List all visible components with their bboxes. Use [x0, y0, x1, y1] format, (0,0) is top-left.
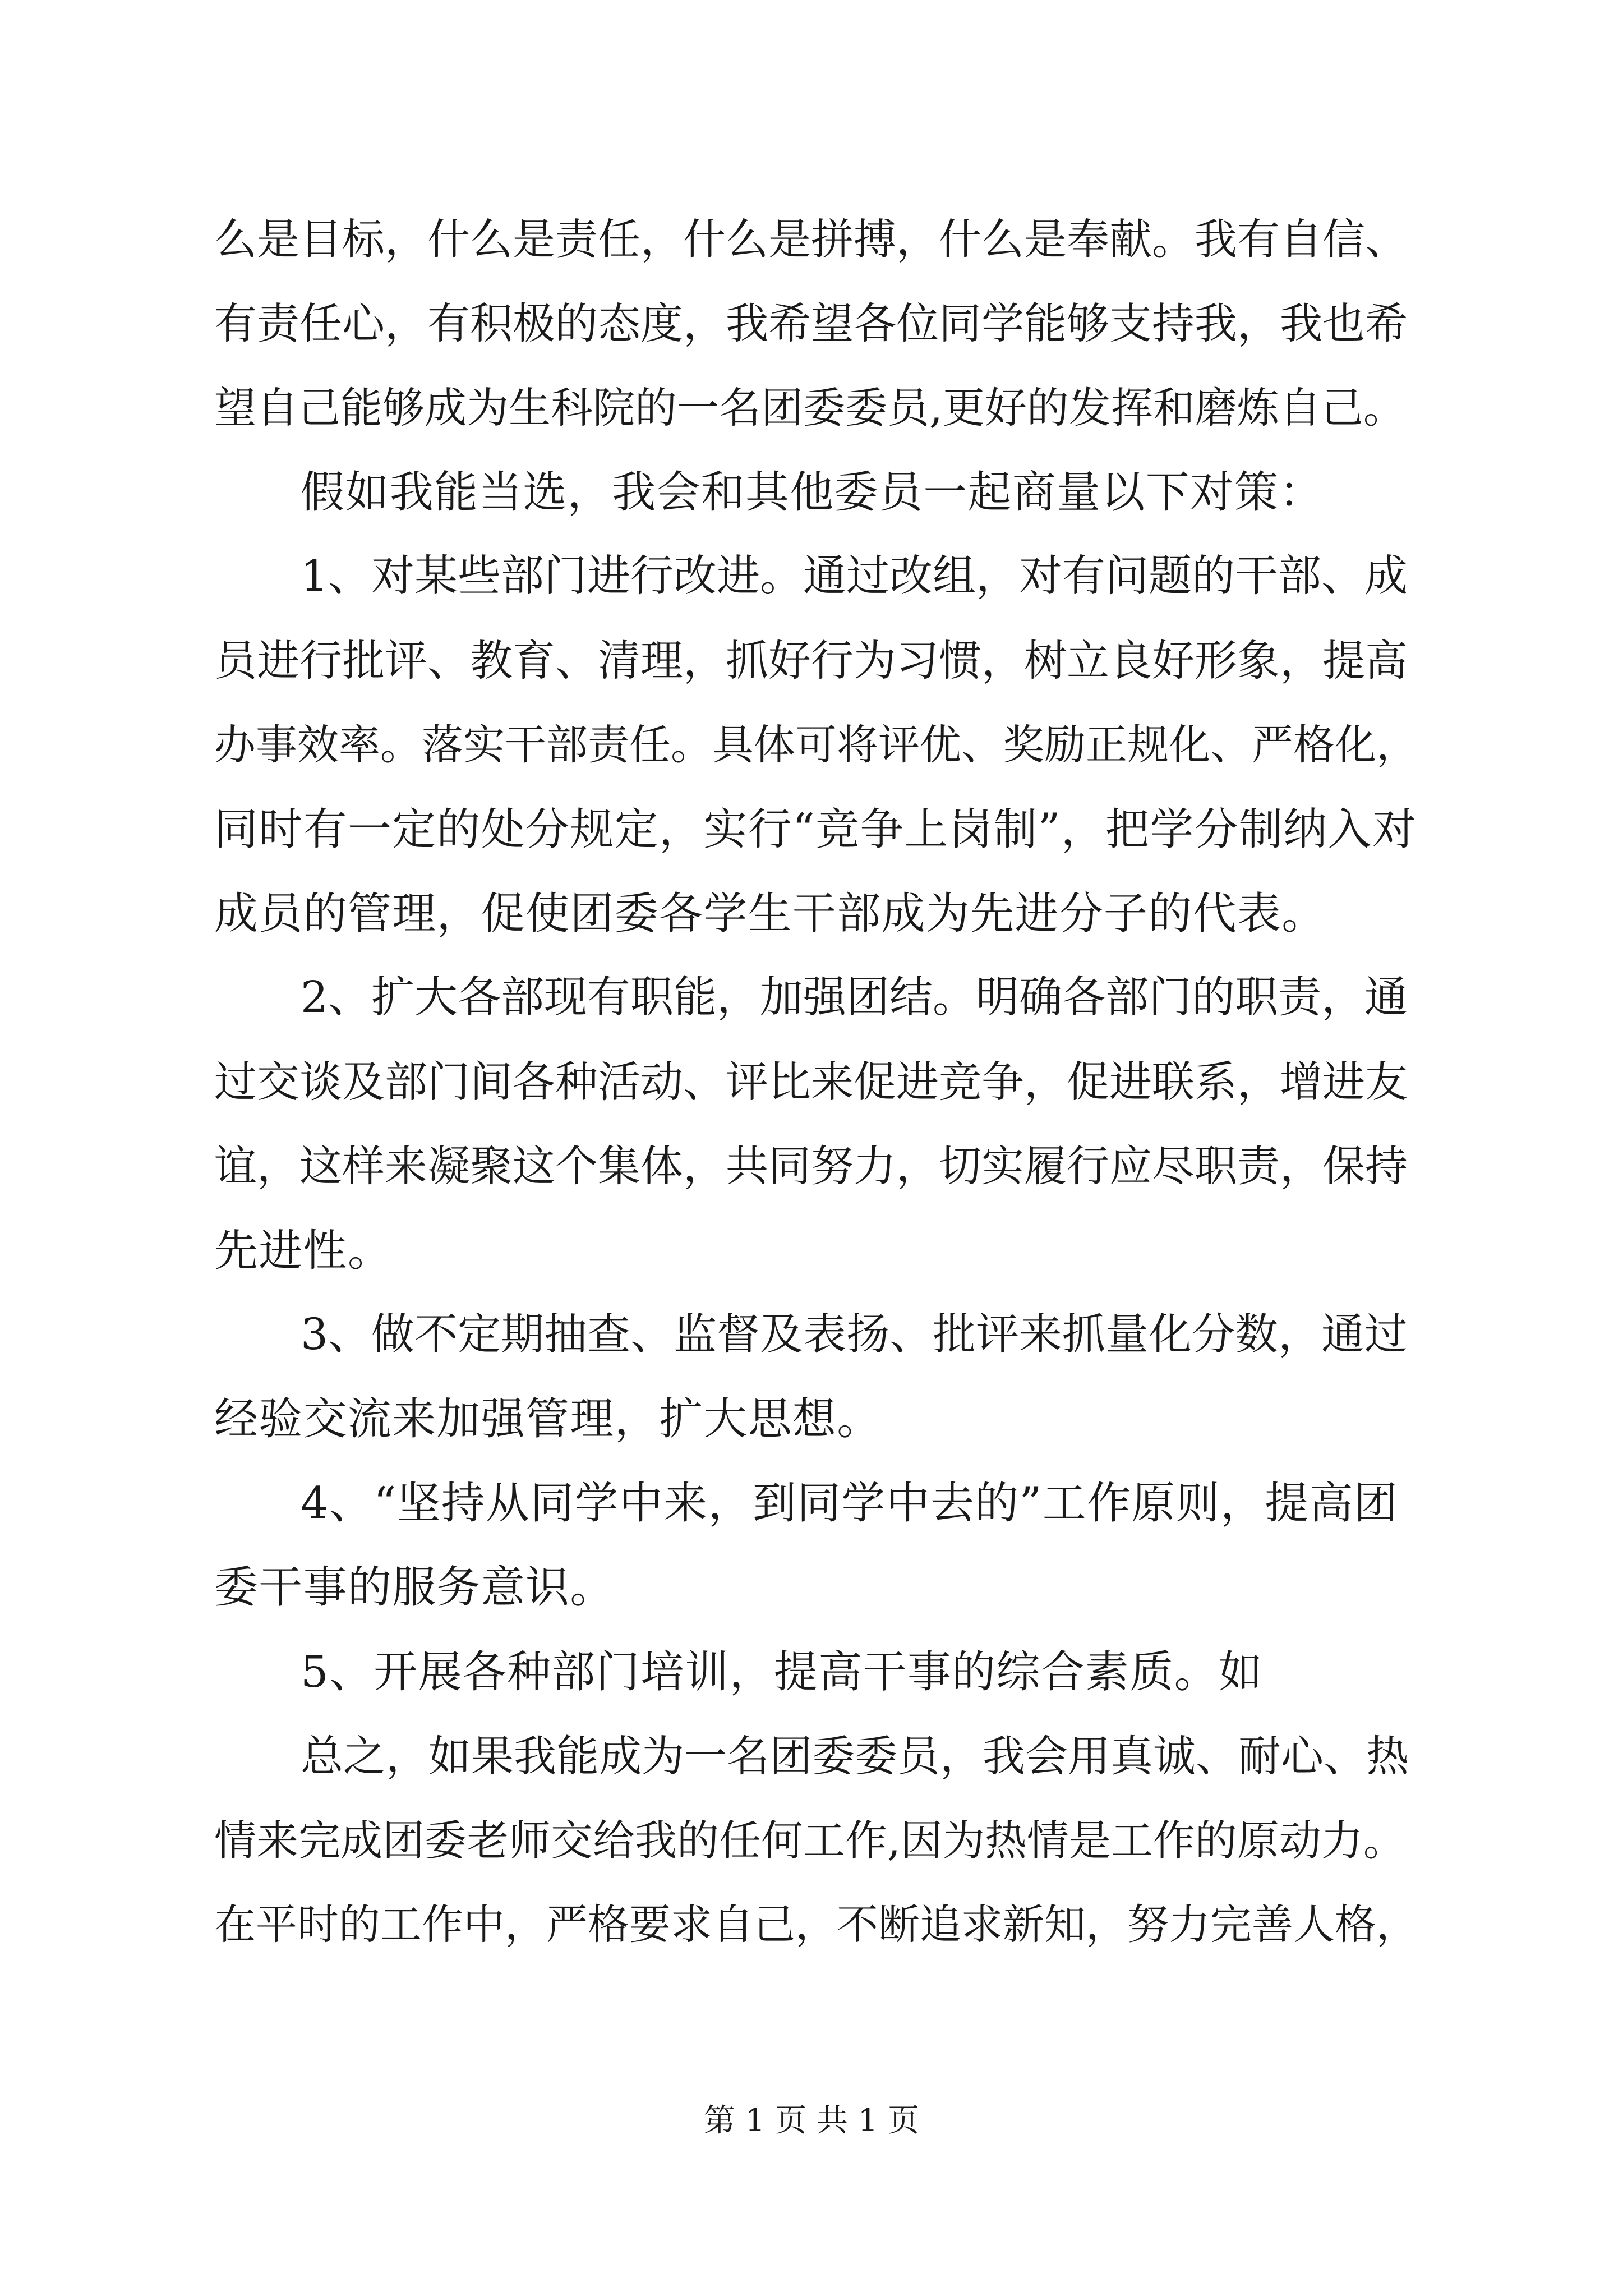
list-item-2-start: 2、扩大各部现有职能，加强团结。明确各部门的职责，通 [301, 973, 1408, 1023]
paragraph-start-line: 假如我能当选，我会和其他委员一起商量以下对策： [301, 467, 1324, 518]
text-line: 么是目标，什么是责任，什么是拼搏，什么是奉献。我有自信、 [214, 214, 1408, 264]
text-line: 同时有一定的处分规定，实行“竞争上岗制”，把学分制纳入对 [214, 804, 1417, 855]
text-line: 员进行批评、教育、清理，抓好行为习惯，树立良好形象，提高 [214, 636, 1408, 685]
list-item-3-start: 3、做不定期抽查、监督及表扬、批评来抓量化分数，通过 [301, 1310, 1408, 1360]
paragraph-start-line: 总之，如果我能成为一名团委委员，我会用真诚、耐心、热 [301, 1731, 1409, 1781]
text-line: 在平时的工作中，严格要求自己，不断追求新知，努力完善人格， [214, 1901, 1418, 1949]
text-line: 情来完成团委老师交给我的任何工作,因为热情是工作的原动力。 [214, 1816, 1405, 1865]
text-line: 委干事的服务意识。 [214, 1562, 615, 1613]
text-line: 办事效率。落实干部责任。具体可将评优、奖励正规化、严格化， [214, 721, 1418, 769]
text-line: 过交谈及部门间各种活动、评比来促进竞争，促进联系，增进友 [214, 1057, 1408, 1107]
page-footer: 第 1 页 共 1 页 [703, 2102, 920, 2139]
text-line: 谊，这样来凝聚这个集体，共同努力，切实履行应尽职责，保持 [214, 1141, 1408, 1191]
list-item-4-start: 4、“坚持从同学中来，到同学中去的”工作原则，提高团 [301, 1478, 1399, 1529]
list-item-1-start: 1、对某些部门进行改进。通过改组，对有问题的干部、成 [301, 551, 1408, 601]
text-line: 成员的管理，促使团委各学生干部成为先进分子的代表。 [214, 889, 1326, 939]
text-line: 先进性。 [214, 1226, 393, 1276]
text-line: 有责任心，有积极的态度，我希望各位同学能够支持我，我也希 [214, 298, 1408, 348]
text-line: 望自己能够成为生科院的一名团委委员,更好的发挥和磨炼自己。 [214, 383, 1405, 432]
list-item-5-start: 5、开展各种部门培训，提高干事的综合素质。如 [301, 1647, 1264, 1697]
text-line: 经验交流来加强管理，扩大思想。 [214, 1394, 882, 1444]
